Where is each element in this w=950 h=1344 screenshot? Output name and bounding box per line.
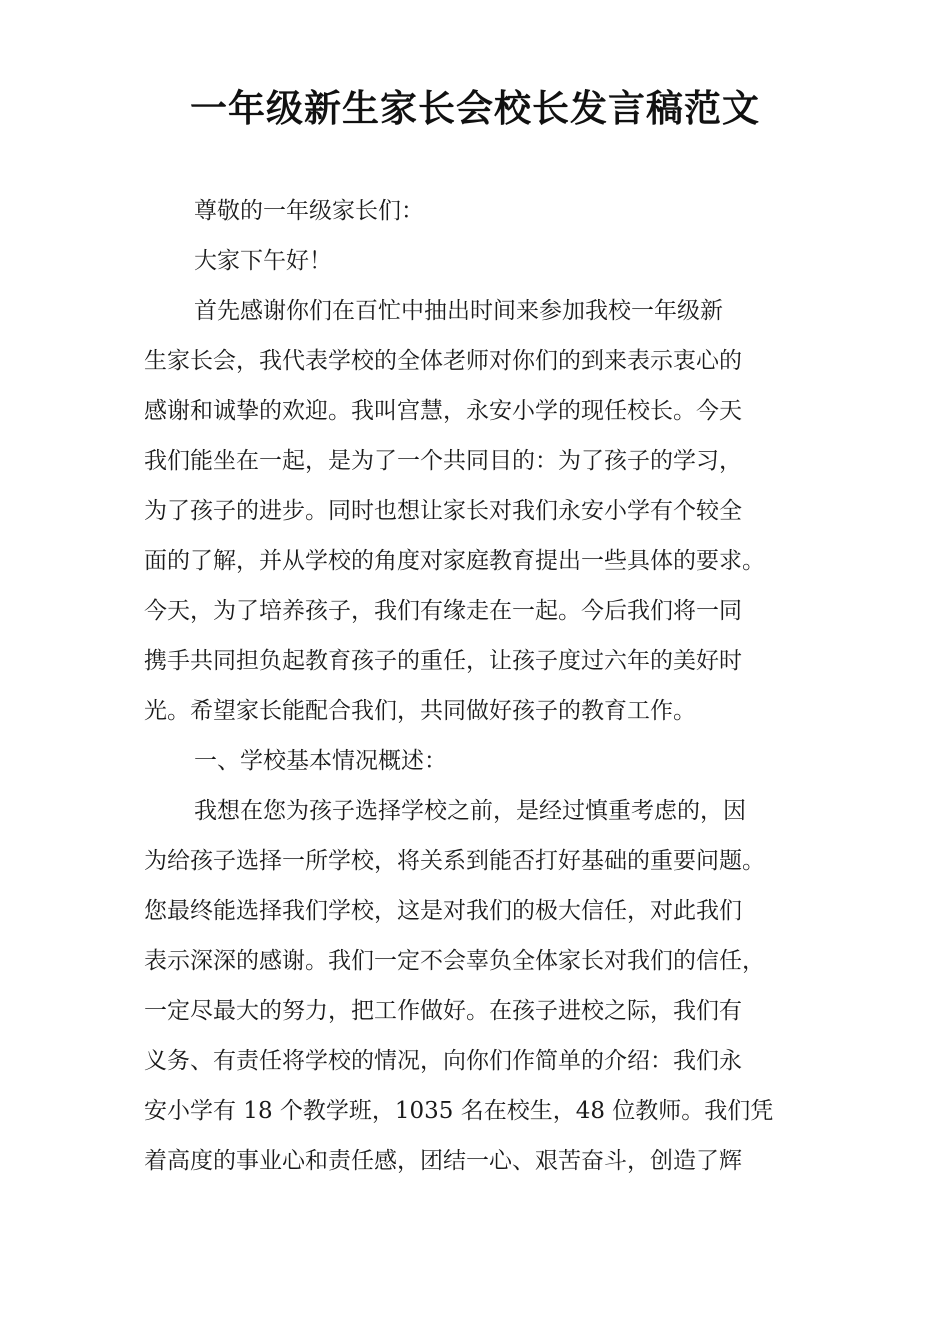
body-text-line: 安小学有 18 个教学班，1035 名在校生，48 位教师。我们凭 (144, 1098, 774, 1124)
body-text-line: 携手共同担负起教育孩子的重任，让孩子度过六年的美好时 (144, 648, 742, 674)
body-text-line: 我们能坐在一起，是为了一个共同目的：为了孩子的学习， (144, 448, 742, 474)
body-text-line: 为给孩子选择一所学校，将关系到能否打好基础的重要问题。 (144, 848, 765, 874)
document-body (144, 186, 824, 1186)
body-text-line: 一定尽最大的努力，把工作做好。在孩子进校之际，我们有 (144, 998, 742, 1024)
section-heading: 一、学校基本情况概述： (194, 748, 447, 774)
body-text-line: 首先感谢你们在百忙中抽出时间来参加我校一年级新 (194, 298, 723, 324)
body-text-line: 为了孩子的进步。同时也想让家长对我们永安小学有个较全 (144, 498, 742, 524)
body-text-line: 您最终能选择我们学校，这是对我们的极大信任，对此我们 (144, 898, 742, 924)
body-text-line: 面的了解，并从学校的角度对家庭教育提出一些具体的要求。 (144, 548, 765, 574)
document-title: 一年级新生家长会校长发言稿范文 (190, 86, 760, 130)
body-text-line: 表示深深的感谢。我们一定不会辜负全体家长对我们的信任， (144, 948, 765, 974)
body-text-line: 光。希望家长能配合我们，共同做好孩子的教育工作。 (144, 698, 696, 724)
body-text-line: 着高度的事业心和责任感，团结一心、艰苦奋斗，创造了辉 (144, 1148, 742, 1174)
greeting-line: 大家下午好！ (194, 248, 332, 274)
body-text-line: 感谢和诚挚的欢迎。我叫宫慧，永安小学的现任校长。今天 (144, 398, 742, 424)
body-text-line: 我想在您为孩子选择学校之前，是经过慎重考虑的，因 (194, 798, 746, 824)
body-text-line: 生家长会，我代表学校的全体老师对你们的到来表示衷心的 (144, 348, 742, 374)
salutation-line: 尊敬的一年级家长们： (194, 198, 424, 224)
body-text-line: 义务、有责任将学校的情况，向你们作简单的介绍：我们永 (144, 1048, 742, 1074)
body-text-line: 今天，为了培养孩子，我们有缘走在一起。今后我们将一同 (144, 598, 742, 624)
